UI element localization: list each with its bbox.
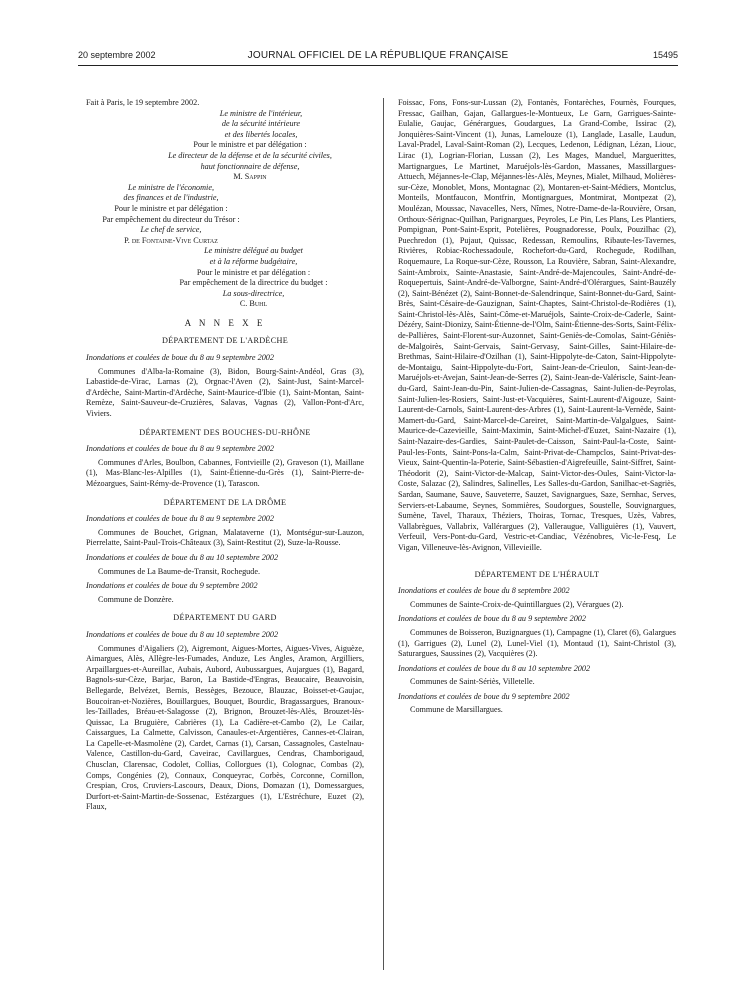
event-subheading: Inondations et coulées de boue du 8 septembre 2002 [398,586,570,596]
event-subheading: Inondations et coulées de boue du 8 au 10 septembre 2002 [86,629,279,639]
signatory-name: C. Buhl [239,299,268,309]
sig-line: de la sécurité intérieure [221,119,301,129]
communes-text: Communes d'Aigaliers (2), Aigremont, Aigues-Mortes, Aigues-Vives, Aiguèze, Aimargues, Alès, Allègre-les-Fumades, Anduze, Les Angles, Aramon, Argilliers, Arpaillargues-et-Aureillac, Aubais, Aubord, Aubussargues, Aujargues (1), Bagard, Bagnols-sur-Cèze, Barjac, Baron, La Bastide-d'Engras, Beaucaire, Beauvoisin, Bellegarde, Belvézet, Bernis, Bessèges, Bezouce, Blauzac, Boisset-et-Gaujac, Boucoiran-et-Nozières, Bouillargues, Bouquet, Bourdic, Bragassargues, Branoux-les-Taillades, Bréau-et-Salagosse (2), Brignon, Brouzet-lès-Alès, Brouzet-lès-Quissac, La Bruguière, Cabrières (1), La Cadière-et-Cambo (2), Le Cailar, Caissargues, La Calmette, Calvisson, Canaules-et-Argentières, Cannes-et-Clairan, La Capelle-et-Masmolène (2), Cardet, Carnas (1), Carsan, Cassagnoles, Castelnau-Valence, Castillon-du-Gard, Caveirac, Cavillargues, Cendras, Chamborigaud, Chusclan, Clarensac, Codolet, Collias, Collorgues (1), Colognac, Combas (2), Comps, Congénies (2), Connaux, Conqueyrac, Corbès, Corconne, Cornillon, Crespian, Cros, Cruviers-Lascours, Deaux, Dions, Domazan (1), Domessargues, Durfort-et-Saint-Martin-de-Sossenac, Estézargues (1), L'Estréchure, Euzet (2), Flaux, [86,643,364,812]
sig-line: Pour le ministre et par délégation : [196,267,311,277]
sig-line: Par empêchement du directeur du Trésor : [102,214,240,224]
communes-text: Communes de Saint-Sériès, Villetelle. [410,677,535,687]
event-subheading: Inondations et coulées de boue du 8 au 9 septembre 2002 [398,614,586,624]
sig-line: et des libertés locales, [224,129,298,139]
sig-line: des finances et de l'industrie, [123,193,219,203]
event-subheading: Inondations et coulées de boue du 8 au 10 septembre 2002 [398,663,591,673]
sig-line: Le ministre de l'économie, [127,182,215,192]
communes-text: Communes d'Alba-la-Romaine (3), Bidon, Bourg-Saint-Andéol, Gras (3), Labastide-de-Virac, Larnas (2), Orgnac-l'Aven (2), Saint-Just, Saint-Marcel-d'Ardèche, Saint-Martin-d'Ardèche, Saint-Maurice-d'Ibie (1), Saint-Montan, Saint-Remèze, Saint-Sauveur-de-Cruzières, Salavas, Vagnas (2), Vallon-Pont-d'Arc, Viviers. [86,366,364,419]
sig-line: Le chef de service, [140,225,202,235]
header-page-number: 15495 [652,50,678,60]
sig-line: La sous-directrice, [222,288,285,298]
sig-line: Le ministre délégué au budget [204,246,303,256]
right-column [398,98,676,718]
event-subheading: Inondations et coulées de boue du 8 au 9 septembre 2002 [86,514,274,524]
place-date: Fait à Paris, le 19 septembre 2002. [86,98,200,107]
communes-text: Commune de Marsillargues. [410,705,503,715]
communes-text: Communes de La Baume-de-Transit, Rochegude. [98,566,261,576]
communes-text: Communes d'Arles, Boulbon, Cabannes, Fontvieille (2), Graveson (1), Maillane (1), Mas-Blanc-les-Alpilles (1), Saint-Étienne-du-Grès (1), Saint-Pierre-de-Mézoargues, Saint-Rémy-de-Provence (1), Tarascon. [86,457,364,488]
signature-interieur [176,109,346,141]
sig-line: Par empêchement de la directrice du budget : [179,278,328,288]
sig-line: Pour le ministre et par délégation : [114,203,228,213]
annexe-heading: A N N E X E [184,317,266,328]
event-subheading: Inondations et coulées de boue du 8 au 9 septembre 2002 [86,444,274,454]
header-journal-title: JOURNAL OFFICIEL DE LA RÉPUBLIQUE FRANÇAISE [247,50,509,61]
left-column [86,98,364,815]
communes-text: Foissac, Fons, Fons-sur-Lussan (2), Fontanès, Fontarèches, Fournès, Fourques, Fressac, Gailhan, Gajan, Gallargues-le-Montueux, Le Garn, Garrigues-Sainte-Eulalie, Gaujac, Générargues, Goudargues, La Grand-Combe, Issirac (2), Jonquières-Saint-Vincent (1), Junas, Lamelouze (1), Langlade, Lasalle, Laudun, Laval-Pradel, Laval-Saint-Roman (2), Lecques, Ledenon, Lédignan, Lézan, Liouc, Lirac (1), Logrian-Florian, Lussan (2), Les Mages, Manduel, Marguerittes, Martignargues, Le Martinet, Maruéjols-lès-Gardon, Massanes, Massillargues-Attuech, Méjannes-le-Clap, Méjannes-lès-Alès, Meynes, Mialet, Milhaud, Molières-sur-Cèze, Monoblet, Mons, Montagnac (2), Montaren-et-Saint-Médiers, Montclus, Monteils, Montfaucon, Montfrin, Montignargues, Montmirat, Montpezat (2), Moulézan, Moussac, Navacelles, Ners, Nîmes, Notre-Dame-de-la-Rouvière, Orsan, Orthoux-Sérignac-Quilhan, Parignargues, Peyroles, Le Pin, Les Plans, Les Plantiers, Pompignan, Pont-Saint-Esprit, Potelières, Pougnadoresse, Poulx, Pouzilhac (2), Puechredon (1), Pujaut, Quissac, Redessan, Remoulins, Ribaute-les-Tavernes, Rivières, Robiac-Rochessadoule, Rochefort-du-Gard, Rochegude, Rodilhan, Roquemaure, La Roque-sur-Cèze, Rousson, La Rouvière, Sabran, Saint-Alexandre, Saint-Ambroix, Sainte-Anastasie, Saint-André-de-Majencoules, Saint-André-de-Roquepertuis, Saint-André-de-Valborgne, Saint-André-d'Olérargues, Saint-Bauzély (2), Saint-Bénézet (2), Saint-Bonnet-de-Salendrinque, Saint-Bonnet-du-Gard, Saint-Brès, Saint-Césaire-de-Gauzignan, Saint-Chaptes, Saint-Christol-de-Rodières (1), Saint-Christol-lès-Alès, Saint-Côme-et-Maruéjols, Sainte-Croix-de-Caderle, Saint-Dézéry, Saint-Dionizy, Saint-Étienne-de-l'Olm, Saint-Étienne-des-Sorts, Saint-Félix-de-Pallières, Saint-Florent-sur-Auzonnet, Saint-Geniès-de-Comolas, Saint-Géniès-de-Malgoirès, Saint-Gervais, Saint-Gervasy, Saint-Gilles, Saint-Hilaire-de-Brethmas, Saint-Hilaire-d'Ozilhan (1), Saint-Hippolyte-de-Caton, Saint-Hippolyte-de-Montaigu, Saint-Hippolyte-du-Fort, Saint-Jean-de-Crieulon, Saint-Jean-de-Maruéjols-et-Avejan, Saint-Jean-de-Serres (2), Saint-Jean-de-Valériscle, Saint-Jean-du-Gard, Saint-Jean-du-Pin, Saint-Julien-de-Cassagnas, Saint-Julien-de-Peyrolas, Saint-Julien-les-Rosiers, Saint-Just-et-Vacquières, Saint-Laurent-d'Aigouze, Saint-Laurent-de-Carnols, Saint-Laurent-des-Arbres (1), Saint-Laurent-la-Vernède, Saint-Mamert-du-Gard, Saint-Marcel-de-Careiret, Saint-Martin-de-Valgalgues, Saint-Maurice-de-Cazevieille, Saint-Maximin, Saint-Michel-d'Euzet, Saint-Nazaire (1), Saint-Nazaire-des-Gardies, Saint-Paulet-de-Caisson, Saint-Paul-la-Coste, Saint-Paul-les-Fonts, Saint-Pons-la-Calm, Saint-Privat-de-Champclos, Saint-Privat-des-Vieux, Saint-Quentin-la-Poterie, Saint-Sébastien-d'Aigrefeuille, Saint-Siffret, Saint-Théodorit (2), Saint-Victor-de-Malcap, Saint-Victor-des-Oules, Saint-Victor-la-Coste, Salazac (2), Salindres, Salinelles, Les Salles-du-Gardon, Sanilhac-et-Sagriès, Sardan, Saumane, Sauve, Sauveterre, Sauzet, Savignargues, Saze, Sernhac, Serves, Serviers-et-Labaume, Seynes, Sommières, Soudorgues, Soustelle, Souvignargues, Sumène, Tavel, Tharaux, Théziers, Thoiras, Tornac, Tresques, Uzès, Vabres, Vallabrègues, Vallabrix, Vallérargues (2), Valleraugue, Valliguières (1), Vauvert, Verfeuil, Vers-Pont-du-Gard, Vestric-et-Candiac, Vézénobres, Vic-le-Fesq, Le Vigan, Villeneuve-lès-Avignon, Villevieille. [398,98,676,552]
event-subheading: Inondations et coulées de boue du 8 au 10 septembre 2002 [86,552,279,562]
communes-text: Communes de Boisseron, Buzignargues (1), Campagne (1), Claret (6), Galargues (1), Garrigues (2), Lunel (2), Lunel-Viel (1), Montaud (1), Saint-Christol (3), Saturargues, Saussines (2), Vacquières (2). [398,627,676,659]
dept-heading: DÉPARTEMENT DES BOUCHES-DU-RHÔNE [139,427,311,437]
dept-heading: DÉPARTEMENT DE L'ARDÈCHE [162,336,288,346]
communes-text: Communes de Sainte-Croix-de-Quintillargues (2), Vérargues (2). [410,599,624,609]
sig-line: haut fonctionnaire de défense, [200,161,300,171]
dept-heading: DÉPARTEMENT DU GARD [173,613,277,623]
sig-line: Le directeur de la défense et de la sécurité civiles, [168,150,332,160]
page-header [78,50,678,64]
column-divider [383,98,384,970]
dept-heading: DÉPARTEMENT DE LA DRÔME [163,497,287,507]
communes-text: Commune de Donzère. [98,594,174,604]
event-subheading: Inondations et coulées de boue du 8 au 9 septembre 2002 [86,353,274,363]
signatory-name: P. de Fontaine-Vive Curtaz [124,235,218,245]
signatory-name: M. Sappin [233,172,267,182]
sig-line: Le ministre de l'intérieur, [219,108,303,118]
event-subheading: Inondations et coulées de boue du 9 septembre 2002 [398,691,570,701]
signature-economie [86,183,256,247]
sig-line: Pour le ministre et par délégation : [193,140,307,150]
communes-text: Communes de Bouchet, Grignan, Malataverne (1), Montségur-sur-Lauzon, Pierrelatte, Saint-Paul-Trois-Châteaux (3), Saint-Restitut (2), Suze-la-Rousse. [86,527,364,548]
event-subheading: Inondations et coulées de boue du 9 septembre 2002 [86,581,258,591]
dept-heading: DÉPARTEMENT DE L'HÉRAULT [474,569,600,579]
sig-line: et à la réforme budgétaire, [209,256,298,266]
header-rule [78,65,678,66]
header-date: 20 septembre 2002 [78,50,156,60]
signature-budget [146,246,361,310]
